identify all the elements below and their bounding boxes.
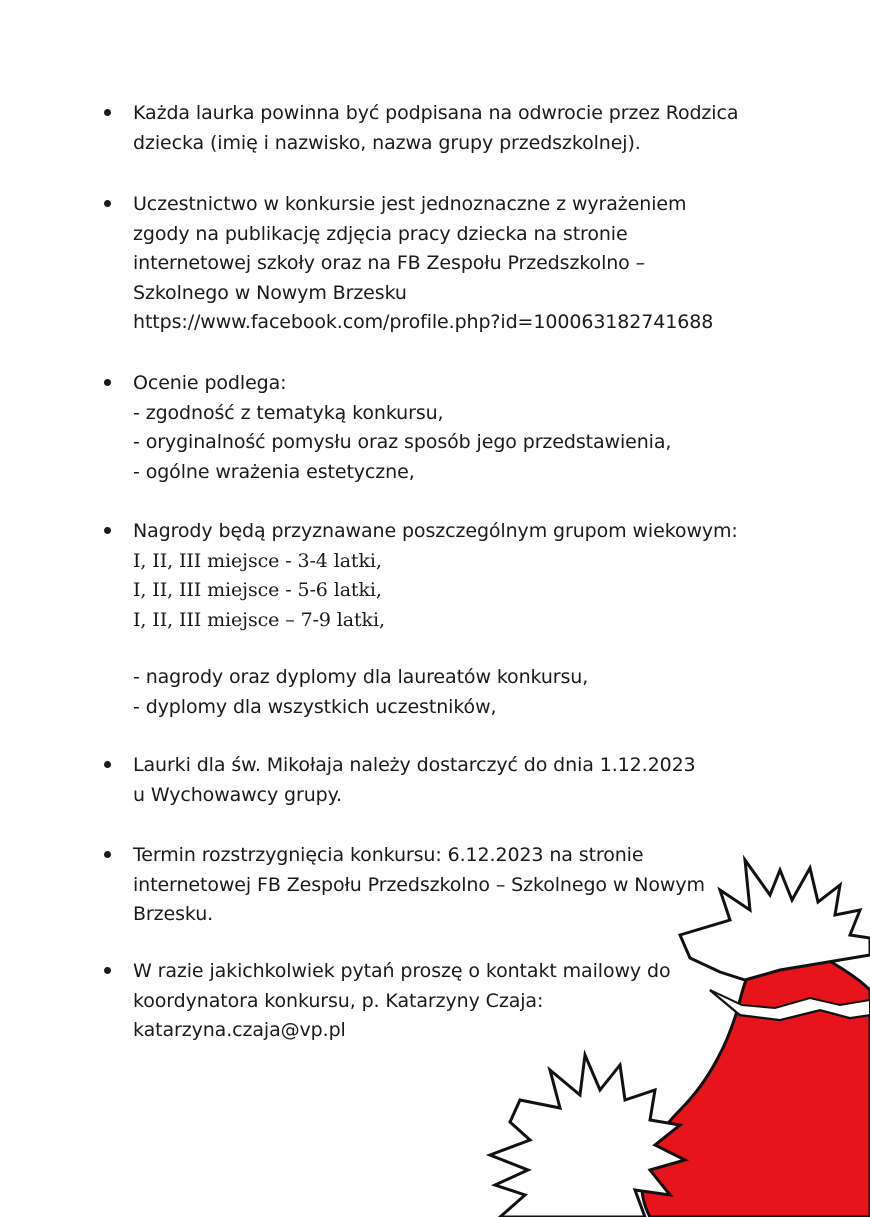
text-line: dziecka (imię i nazwisko, nazwa grupy przedszkolnej). <box>133 131 641 154</box>
bullet <box>104 761 111 768</box>
text-line: W razie jakichkolwiek pytań proszę o kontakt mailowy do <box>133 960 671 982</box>
text-line: Termin rozstrzygnięcia konkursu: 6.12.2023 na stronie <box>133 844 644 866</box>
text-line: Laurki dla św. Mikołaja należy dostarczyć do dnia 1.12.2023 <box>133 754 696 776</box>
text-line: Każda laurka powinna być podpisana na odwrocie przez Rodzica <box>133 102 739 124</box>
text-line: internetowej szkoły oraz na FB Zespołu Przedszkolno – <box>133 252 646 274</box>
bullet <box>104 967 111 974</box>
text-line: Uczestnictwo w konkursie jest jednoznaczne z wyrażeniem <box>133 193 687 215</box>
text-line: u Wychowawcy grupy. <box>133 783 342 806</box>
text-line: - dyplomy dla wszystkich uczestników, <box>133 695 497 718</box>
bullet <box>104 527 111 534</box>
bullet <box>104 851 111 858</box>
text-line: I, II, III miejsce - 3-4 latki, <box>133 549 382 572</box>
hat-fur-top <box>680 860 870 980</box>
text-line: Nagrody będą przyznawane poszczególnym grupom wiekowym: <box>133 520 738 542</box>
bullet <box>104 200 111 207</box>
text-line: Ocenie podlega: <box>133 372 287 394</box>
text-line: I, II, III miejsce – 7-9 latki, <box>133 608 385 631</box>
santa-hat-illustration <box>480 840 870 1217</box>
text-line: zgody na publikację zdjęcia pracy dziecka na stronie <box>133 222 628 245</box>
text-line: I, II, III miejsce - 5-6 latki, <box>133 579 382 601</box>
text-line: Brzesku. <box>133 903 214 925</box>
facebook-link[interactable]: https://www.facebook.com/profile.php?id=100063182741688 <box>133 311 714 333</box>
text-line: - ogólne wrażenia estetyczne, <box>133 460 415 483</box>
text-line: - zgodność z tematyką konkursu, <box>133 401 444 424</box>
text-line: internetowej FB Zespołu Przedszkolno – Szkolnego w Nowym <box>133 873 705 896</box>
text-line: koordynatora konkursu, p. Katarzyny Czaja: <box>133 989 544 1012</box>
email-link[interactable]: katarzyna.czaja@vp.pl <box>133 1019 346 1041</box>
text-line: Szkolnego w Nowym Brzesku <box>133 281 407 304</box>
text-line: - oryginalność pomysłu oraz sposób jego przedstawienia, <box>133 431 672 453</box>
text-line: - nagrody oraz dyplomy dla laureatów konkursu, <box>133 666 589 688</box>
bullet <box>104 379 111 386</box>
bullet <box>104 109 111 116</box>
hat-fur-bottom <box>490 1055 685 1217</box>
